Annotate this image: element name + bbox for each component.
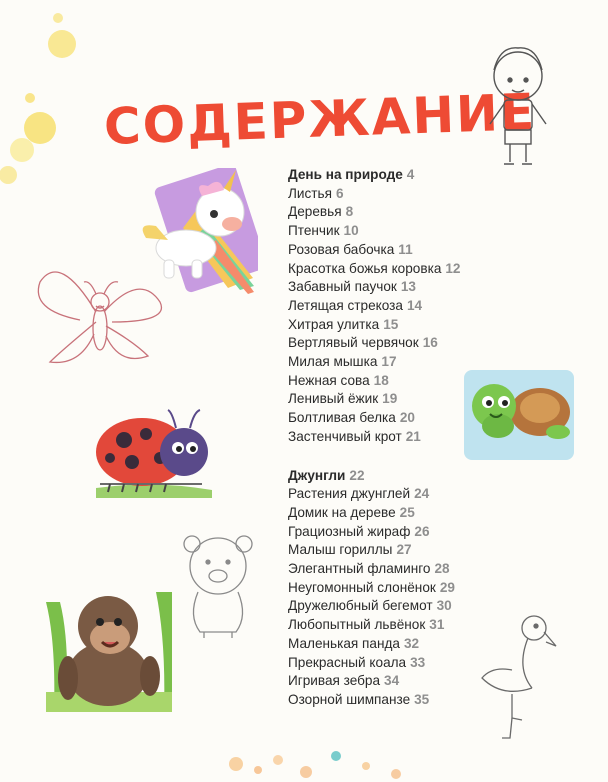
toc-page-number: 22 — [349, 467, 365, 483]
toc-entry: Озорной шимпанзе 35 — [288, 691, 430, 707]
toc-entry: Прекрасный коала 33 — [288, 654, 426, 670]
toc-entry: Хитрая улитка 15 — [288, 316, 399, 332]
toc-page-number: 32 — [403, 635, 420, 651]
toc-entry: Застенчивый крот 21 — [288, 428, 421, 444]
toc-section-heading: Джунгли 22 — [288, 467, 365, 483]
toc-page-number: 28 — [434, 561, 450, 577]
toc-page-number: 34 — [384, 673, 400, 689]
toc-entry: Дружелюбный бегемот 30 — [288, 598, 452, 614]
toc-entry: Вертлявый червячок 16 — [288, 335, 438, 351]
boy-drawing — [478, 38, 558, 173]
toc-entry: Элегантный фламинго 28 — [288, 561, 450, 577]
ladybug-illustration — [90, 400, 218, 500]
table-of-contents — [288, 166, 461, 710]
toc-section-jungle — [288, 467, 461, 710]
toc-entry: Розовая бабочка 11 — [288, 241, 413, 257]
toc-entry: Красотка божья коровка 12 — [288, 260, 461, 276]
toc-page-number: 15 — [383, 316, 399, 332]
toc-entry: Грациозный жираф 26 — [288, 523, 430, 539]
toc-section-nature — [288, 166, 461, 447]
page-title: СОДЕРЖАНИЕ — [102, 82, 538, 156]
toc-page-number: 17 — [381, 354, 397, 370]
paint-splash-yellow — [0, 0, 90, 220]
toc-entry: Забавный паучок 13 — [288, 279, 416, 295]
toc-page-number: 25 — [399, 504, 415, 520]
toc-page-number: 4 — [406, 167, 415, 182]
toc-page-number: 27 — [396, 542, 412, 558]
toc-section-heading: День на природе 4 — [288, 167, 415, 182]
toc-entry: Любопытный львёнок 31 — [288, 617, 445, 633]
toc-entry: Ленивый ёжик 19 — [288, 391, 398, 407]
toc-entry: Неугомонный слонёнок 29 — [288, 579, 455, 595]
toc-page-number: 26 — [414, 523, 430, 539]
butterfly-drawing — [30, 262, 168, 372]
toc-entry: Нежная сова 18 — [288, 372, 389, 388]
gorilla-illustration — [46, 582, 172, 712]
toc-page-number: 18 — [373, 372, 389, 388]
toc-page-number: 30 — [436, 598, 452, 614]
section-spacer — [288, 447, 461, 467]
toc-entry: Домик на дереве 25 — [288, 504, 415, 520]
toc-entry: Растения джунглей 24 — [288, 486, 430, 502]
toc-entry: Милая мышка 17 — [288, 354, 397, 370]
toc-page-number: 6 — [335, 185, 344, 201]
toc-entry: Птенчик 10 — [288, 223, 359, 239]
toc-entry: Летящая стрекоза 14 — [288, 297, 423, 313]
toc-page-number: 24 — [414, 486, 430, 502]
toc-entry: Листья 6 — [288, 185, 344, 201]
toc-entry: Болтливая белка 20 — [288, 410, 415, 426]
turtle-illustration — [462, 368, 580, 464]
toc-page-number: 20 — [399, 410, 415, 426]
toc-entry: Малыш гориллы 27 — [288, 542, 412, 558]
toc-page-number: 19 — [382, 391, 398, 407]
bear-drawing — [168, 526, 264, 638]
flamingo-drawing — [472, 608, 568, 748]
toc-page-number: 10 — [343, 223, 359, 239]
toc-entry: Маленькая панда 32 — [288, 635, 420, 651]
toc-page-number: 11 — [398, 241, 413, 257]
toc-page-number: 35 — [414, 691, 430, 707]
toc-page-number: 31 — [429, 617, 445, 633]
toc-page-number: 12 — [445, 260, 461, 276]
toc-entry: Игривая зебра 34 — [288, 673, 400, 689]
toc-entry: Деревья 8 — [288, 204, 354, 220]
paint-splash-orange — [196, 700, 426, 782]
toc-page-number: 8 — [345, 204, 354, 220]
toc-page-number: 13 — [400, 279, 416, 295]
toc-page-number: 16 — [422, 335, 438, 351]
toc-page-number: 33 — [410, 654, 426, 670]
toc-page-number: 21 — [405, 428, 421, 444]
toc-page-number: 14 — [406, 297, 423, 313]
toc-page-number: 29 — [439, 579, 455, 595]
